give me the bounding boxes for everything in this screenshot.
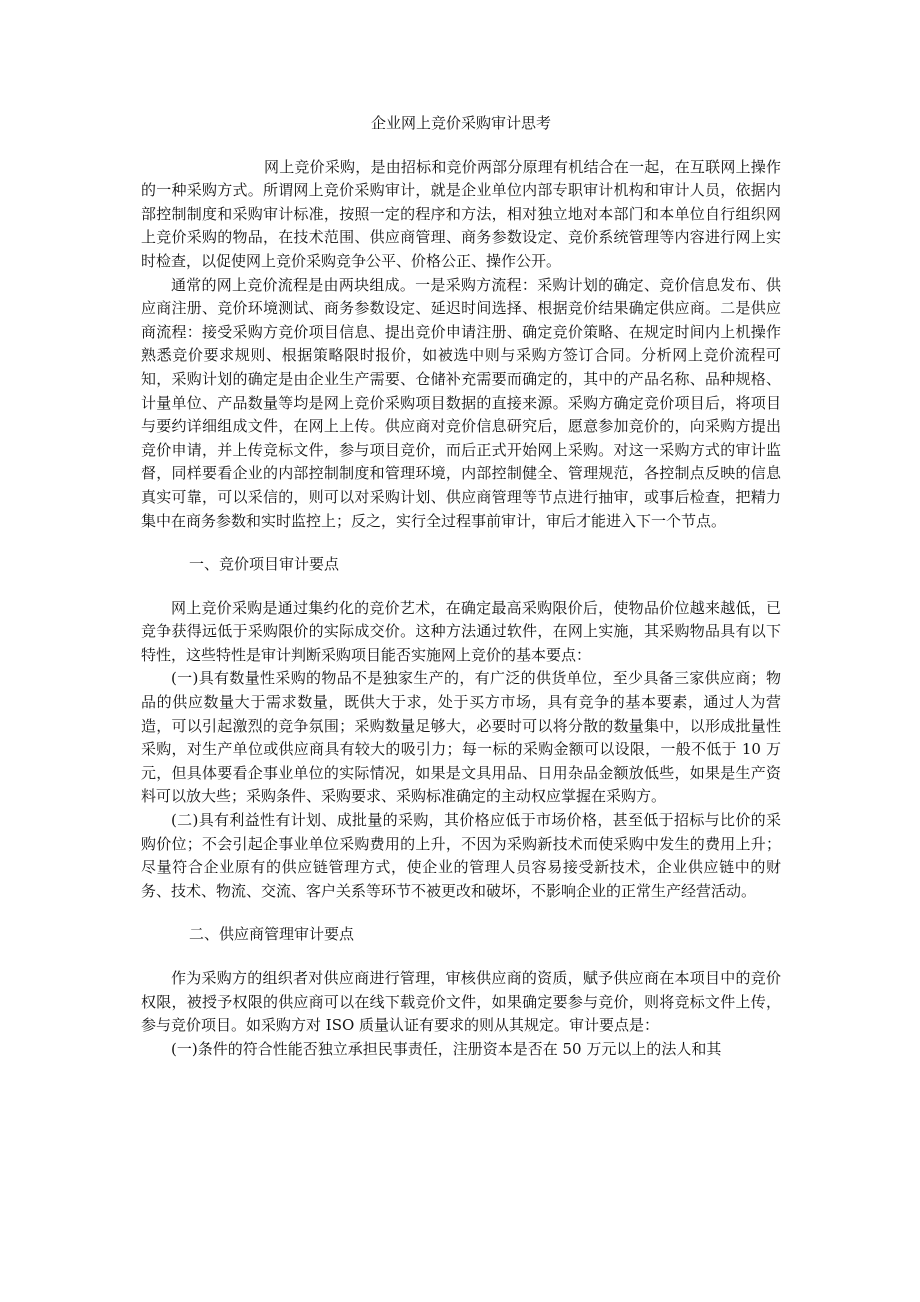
section-1-point-2: (二)具有利益性有计划、成批量的采购，其价格应低于市场价格，甚至低于招标与比价的采购价位；不会引起企事业单位采购费用的上升，不因为采购新技术而使采购中发生的费用上升；尽量符合企业原有的供应链管理方式，使企业的管理人员容易接受新技术，企业供应链中的财务、技术、物流、交流、客户关系等环节不被更改和破坏，不影响企业的正常生产经营活动。 — [141, 811, 781, 900]
document-title: 企业网上竞价采购审计思考 — [370, 114, 551, 132]
section-2-point-1: (一)条件的符合性能否独立承担民事责任，注册资本是否在 50 万元以上的法人和其 — [171, 1039, 722, 1058]
section-1-paragraph: 网上竞价采购是通过集约化的竞价艺术，在确定最高采购限价后，使物品价位越来越低，已竞争获得远低于采购限价的实际成交价。这种方法通过软件，在网上实施，其采购物品具有以下特性，这些特性是审计判断采购项目能否实施网上竞价的基本要点： — [141, 598, 781, 664]
process-paragraph: 通常的网上竞价流程是由两块组成。一是采购方流程：采购计划的确定、竞价信息发布、供应商注册、竞价环境测试、商务参数设定、延迟时间选择、根据竞价结果确定供应商。二是供应商流程：接受采购方竞价项目信息、提出竞价申请注册、确定竞价策略、在规定时间内上机操作熟悉竞价要求规则、根据策略限时报价，如被选中则与采购方签订合同。分析网上竞价流程可知，采购计划的确定是由企业生产需要、仓储补充需要而确定的，其中的产品名称、品种规格、计量单位、产品数量等均是网上竞价采购项目数据的直接来源。采购方确定竞价项目后，将项目与要约详细组成文件，在网上上传。供应商对竞价信息研究后，愿意参加竞价的，向采购方提出竞价申请，并上传竞标文件，参与项目竞价，而后正式开始网上采购。对这一采购方式的审计监督，同样要看企业的内部控制制度和管理环境，内部控制健全、管理规范，各控制点反映的信息真实可靠，可以采信的，则可以对采购计划、供应商管理等节点进行抽审，或事后检查，把精力集中在商务参数和实时监控上；反之，实行全过程事前审计，审后才能进入下一个节点。 — [141, 275, 781, 530]
section-1-point-1: (一)具有数量性采购的物品不是独家生产的，有广泛的供货单位，至少具备三家供应商；物品的供应数量大于需求数量，既供大于求，处于买方市场，具有竞争的基本要素，通过人为营造，可以引起激烈的竞争氛围；采购数量足够大，必要时可以将分散的数量集中，以形成批量性采购，对生产单位或供应商具有较大的吸引力；每一标的采购金额可以设限，一般不低于 10 万元，但具体要看企事业单位的实际情况，如果是文具用品、日用杂品金额放低些，如果是生产资料可以放大些；采购条件、采购要求、采购标准确定的主动权应掌握在采购方。 — [141, 669, 781, 806]
section-2-paragraph: 作为采购方的组织者对供应商进行管理，审核供应商的资质，赋予供应商在本项目中的竞价权限，被授予权限的供应商可以在线下载竞价文件，如果确定要参与竞价，则将竞标文件上传，参与竞价项目。如采购方对 ISO 质量认证有要求的则从其规定。审计要点是： — [141, 969, 781, 1035]
section-heading-2: 二、供应商管理审计要点 — [189, 925, 355, 944]
document-page — [141, 112, 781, 1061]
intro-paragraph: 网上竞价采购，是由招标和竞价两部分原理有机结合在一起，在互联网上操作的一种采购方式。所谓网上竞价采购审计，就是企业单位内部专职审计机构和审计人员，依据内部控制制度和采购审计标准，按照一定的程序和方法，相对独立地对本部门和本单位自行组织网上竞价采购的物品，在技术范围、供应商管理、商务参数设定、竞价系统管理等内容进行网上实时检查，以促使网上竞价采购竞争公平、价格公正、操作公开。 — [141, 157, 781, 270]
section-heading-1: 一、竞价项目审计要点 — [189, 555, 340, 574]
